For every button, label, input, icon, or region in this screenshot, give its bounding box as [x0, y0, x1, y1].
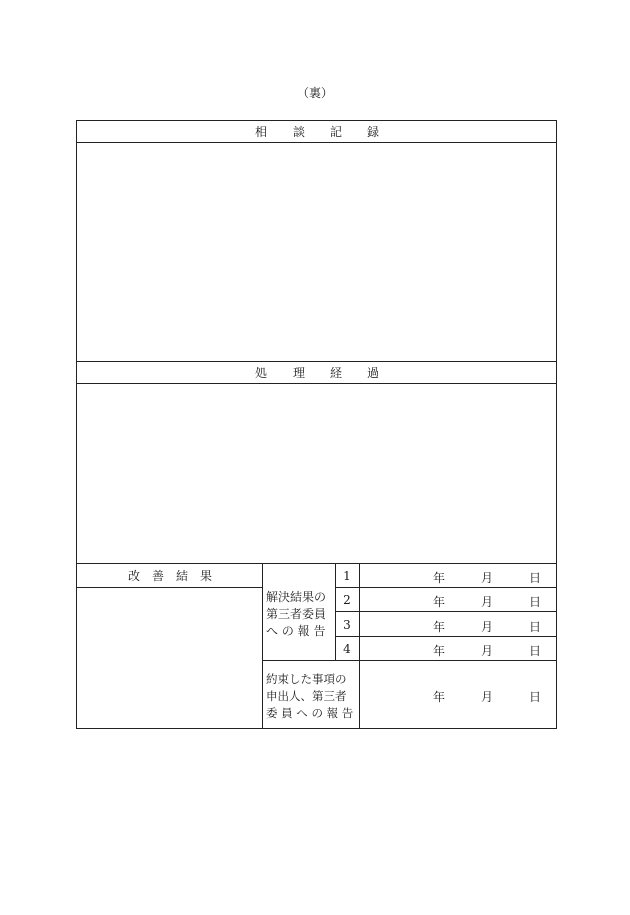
report-date-1[interactable]: 年 月 日 — [433, 571, 542, 585]
divider — [262, 563, 263, 729]
processing-progress-area[interactable] — [78, 386, 555, 560]
divider — [76, 361, 557, 362]
report-date-2[interactable]: 年 月 日 — [433, 595, 542, 609]
row-number: 3 — [343, 618, 351, 632]
row-number: 1 — [343, 569, 351, 583]
divider — [76, 563, 557, 564]
promise-report-date[interactable]: 年 月 日 — [433, 690, 542, 704]
improvement-result-area[interactable] — [78, 590, 260, 726]
divider — [335, 611, 557, 612]
divider — [76, 142, 557, 143]
divider — [262, 660, 557, 661]
report-date-4[interactable]: 年 月 日 — [433, 644, 542, 658]
divider — [335, 587, 557, 588]
row-number: 2 — [343, 593, 351, 607]
page-side-label: （裏） — [296, 86, 333, 100]
row-number: 4 — [343, 642, 351, 656]
report-date-3[interactable]: 年 月 日 — [433, 620, 542, 634]
promise-report-label: 約束した事項の 申出人、第三者 委 員 へ の 報 告 — [266, 672, 354, 720]
divider — [76, 383, 557, 384]
consultation-record-area[interactable] — [78, 145, 555, 359]
resolution-report-label: 解決結果の 第三者委員 へ の 報 告 — [266, 590, 327, 638]
divider — [335, 636, 557, 637]
divider — [76, 587, 262, 588]
